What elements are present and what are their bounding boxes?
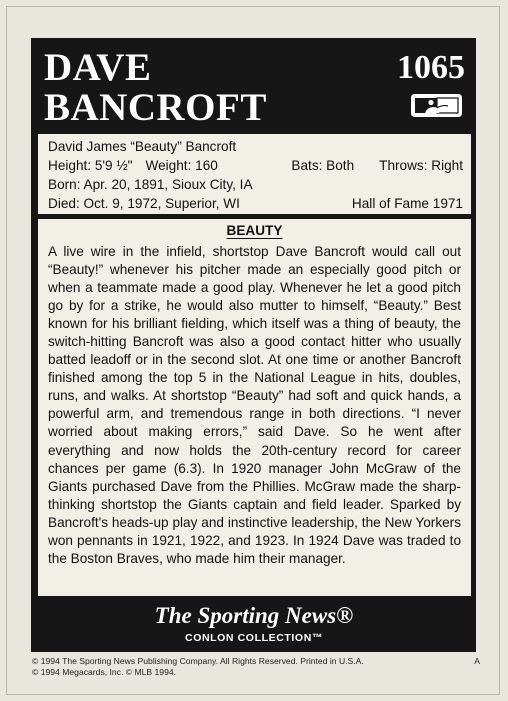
bio-throws: Throws: Right xyxy=(379,158,463,173)
card-number: 1065 xyxy=(397,49,465,86)
bio-hall-of-fame: Hall of Fame 1971 xyxy=(351,196,463,211)
bio-died: Died: Oct. 9, 1972, Superior, WI xyxy=(48,196,240,211)
bio-full-name: David James “Beauty” Bancroft xyxy=(48,139,237,154)
story-title-text: BEAUTY xyxy=(226,223,283,238)
print-code: A xyxy=(474,656,480,666)
player-name xyxy=(44,48,267,128)
copyright-text-1: © 1994 The Sporting News Publishing Company. All Rights Reserved. Printed in U.S.A. xyxy=(32,656,364,666)
copyright-line-2 xyxy=(32,667,480,678)
bio-bats: Bats: Both xyxy=(291,158,355,173)
sporting-news-logo: The Sporting News® xyxy=(154,603,354,628)
player-last-name: BANCROFT xyxy=(44,86,267,129)
bio-row-measurements xyxy=(48,156,463,175)
copyright-block xyxy=(32,656,480,678)
mlb-logo-icon xyxy=(411,94,462,117)
bio-row-name xyxy=(48,137,463,156)
copyright-text-2: © 1994 Megacards, Inc. © MLB 1994. xyxy=(32,667,177,677)
story-title xyxy=(48,223,461,239)
copyright-line-1 xyxy=(32,656,480,667)
player-first-name: DAVE xyxy=(44,46,152,89)
story-text: A live wire in the infield, shortstop Dave Bancroft would call out “Beauty!” whenever his pitcher made an especially good pitch or when a teammate made a good play. Whenever he let a good pitch go by for a strike, he would also mutter to himself, “Beauty.” Best known for his brilliant fielding, which itself was a thing of beauty, the switch-hitting Bancroft was also a good contact hitter who usually batted leadoff or in the second slot. At one time or another Bancroft finished among the top 5 in the National League in hits, doubles, runs, and walks. At shortstop “Beauty” had soft and quick hands, a powerful arm, and tremendous range in both directions. “I never worried about making errors,” said Dave. So he went after everything and now holds the 20th-century record for career chances per game (6.3). In 1920 manager John McGraw of the Giants purchased Dave from the Phillies. McGraw made the sharp-thinking shortstop the Giants captain and field leader. Sparked by Bancroft's heads-up play and instinctive leadership, the New Yorkers won pennants in 1921, 1922, and 1923. In 1924 Dave was traded to the Boston Braves, who made him their manager. xyxy=(48,244,461,566)
bio-row-died xyxy=(48,194,463,213)
bio-born: Born: Apr. 20, 1891, Sioux City, IA xyxy=(48,177,253,192)
story-box xyxy=(38,219,471,596)
bio-weight: Weight: 160 xyxy=(145,158,218,173)
bio-box xyxy=(38,134,471,214)
conlon-collection-label: CONLON COLLECTION™ xyxy=(185,632,323,644)
bio-row-born xyxy=(48,175,463,194)
bio-height: Height: 5'9 ½" xyxy=(48,158,133,173)
